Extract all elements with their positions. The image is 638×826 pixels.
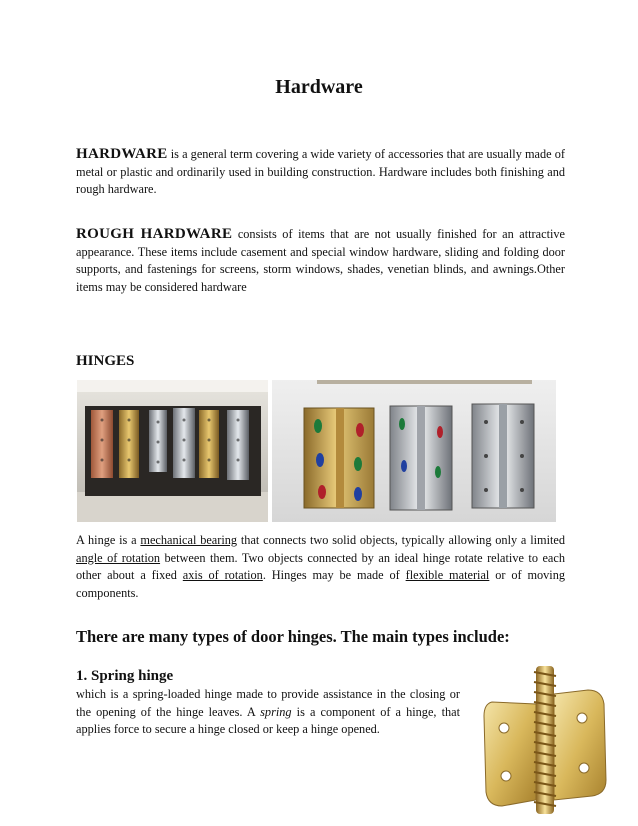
decorative-hinges-photo xyxy=(272,380,556,522)
link-angle-of-rotation[interactable]: angle of rotation xyxy=(76,550,161,565)
rough-hardware-lead: ROUGH HARDWARE xyxy=(76,226,233,242)
spring-text-2: is a component of a hinge, that applies force to secure a hinge closed or keep a hinge opened. xyxy=(76,704,461,736)
spring-text-1: which is a spring-loaded hinge made to provide assistance in the closing or the opening of the hinge leaves. A xyxy=(76,687,460,719)
hinge-text-3: between them. Two objects connected by an ideal hinge rotate relative to each other about a fixed xyxy=(76,550,565,582)
hinge-display-photo xyxy=(77,380,268,522)
link-flexible-material[interactable]: flexible material xyxy=(405,568,490,582)
link-mechanical-bearing[interactable]: mechanical bearing xyxy=(140,533,238,547)
hardware-paragraph xyxy=(76,146,565,199)
spring-hinge-paragraph xyxy=(76,686,460,739)
hardware-lead: HARDWARE xyxy=(76,146,168,162)
hinge-text-5: or of moving components. xyxy=(76,568,566,600)
rough-hardware-text: consists of items that are not usually finished for an attractive appearance. These items include casement and special window hardware, sliding and folding door supports, and fastenings for screens, storm windows, shades, venetian blinds, and awnings.Other items may be considered hardware xyxy=(76,227,566,294)
hinges-heading: HINGES xyxy=(76,353,135,369)
hinge-types-heading: There are many types of door hinges. The main types include: xyxy=(76,627,510,646)
hardware-text: is a general term covering a wide variety of accessories that are usually made of metal or plastic and ordinarily used in building construction. Hardware includes both finishing and rough hardware. xyxy=(76,147,565,196)
spring-hinge-image xyxy=(470,660,620,820)
hinge-text-1: A hinge is a xyxy=(76,533,137,547)
hinge-text-2: that connects two solid objects, typically allowing only a limited xyxy=(240,533,566,547)
spring-hinge-heading: 1. Spring hinge xyxy=(76,668,174,684)
link-axis-of-rotation[interactable]: axis of rotation xyxy=(182,568,263,582)
spring-term: spring xyxy=(260,704,292,719)
page-title: Hardware xyxy=(275,76,363,98)
hinge-text-4: . Hinges may be made of xyxy=(262,568,400,582)
rough-hardware-paragraph xyxy=(76,226,565,296)
hinge-definition-paragraph xyxy=(76,532,565,602)
